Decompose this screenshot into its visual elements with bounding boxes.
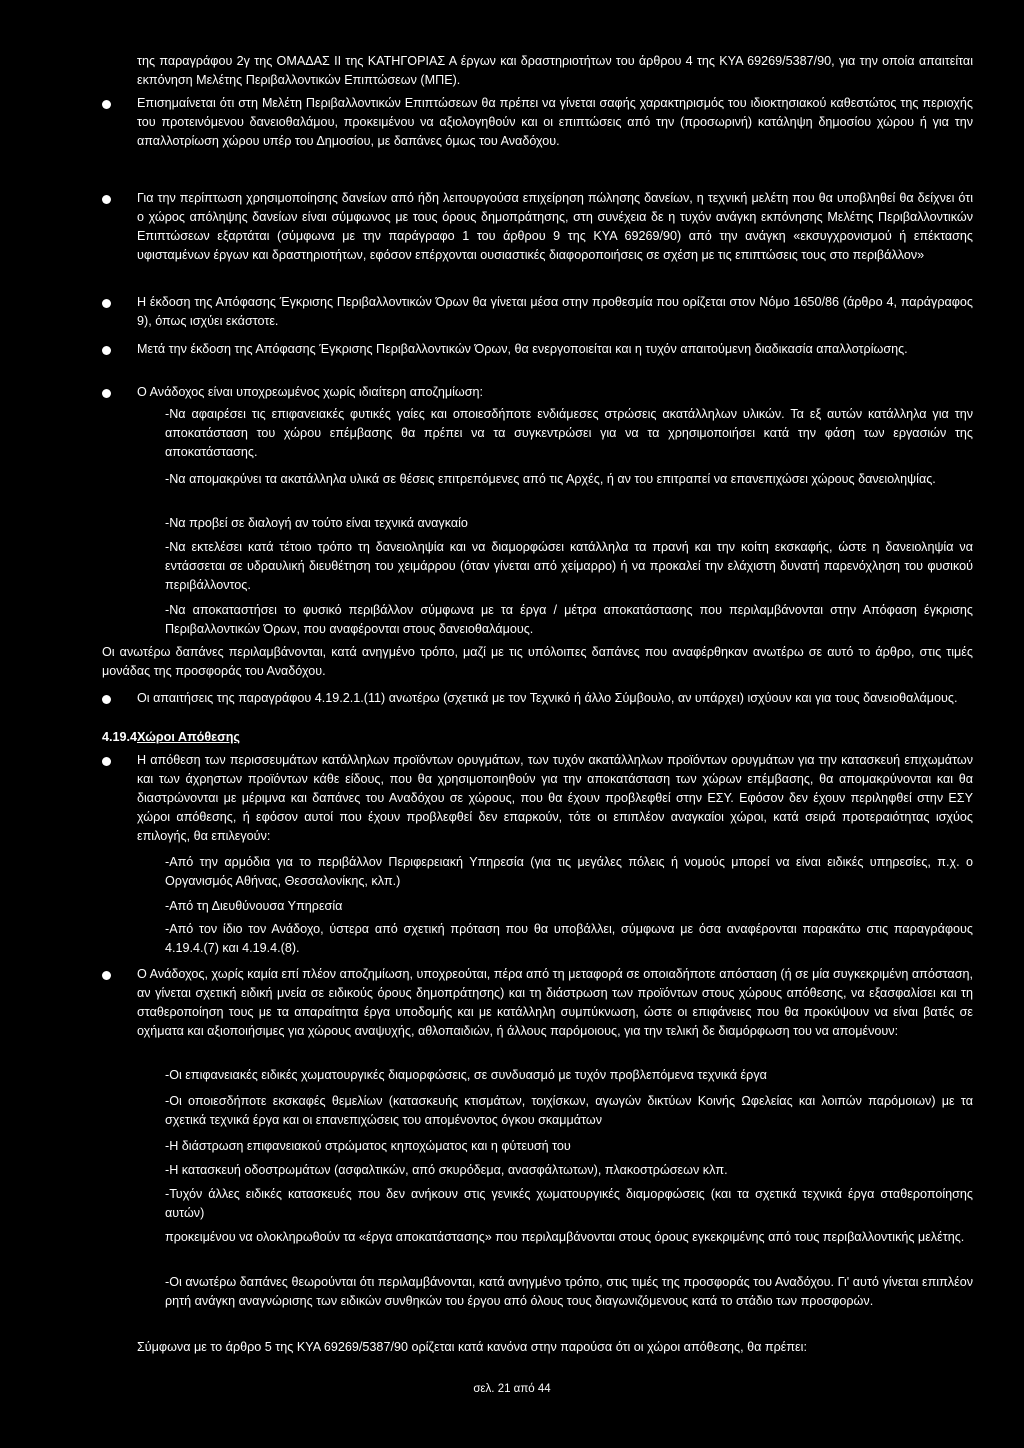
closing-paragraph: Σύμφωνα με το άρθρο 5 της ΚΥΑ 69269/5387/90 ορίζεται κατά κανόνα στην παρούσα ότι οι χώροι απόθεσης, θα πρέπει: [137,1340,807,1354]
sub-item: -Οι οποιεσδήποτε εκσκαφές θεμελίων (κατασκευής κτισμάτων, τοιχίσκων, αγωγών δικτύων Κοινής Ωφελείας και λοιπών παρόμοιων) με τα σχετικά τεχνικά έργα και οι επανεπιχώσεις του απομένοντος όγκου σκαμμάτων [165,1094,973,1127]
bullet-item: Οι απαιτήσεις της παραγράφου 4.19.2.1.(11) ανωτέρω (σχετικά με τον Τεχνικό ή άλλο Σύμβουλο, αν υπάρχει) ισχύουν και για τους δανειοθαλάμους. [137,691,958,705]
bullet-icon [102,757,111,766]
sub-item: -Οι ανωτέρω δαπάνες θεωρούνται ότι περιλαμβάνονται, κατά ανηγμένο τρόπο, στις τιμές της προσφοράς του Αναδόχου. Γι' αυτό γίνεται επιπλέον ρητή ανάγκη αναγνώρισης των ειδικών συνθηκών του έργου από όλους τους διαγωνιζόμενους κατά το στάδιο των προσφορών. [165,1275,973,1308]
bullet-item: Για την περίπτωση χρησιμοποίησης δανείων από ήδη λειτουργούσα επιχείρηση πώλησης δανείων, η τεχνική μελέτη που θα υποβληθεί θα δείχνει ότι ο χώρος απόληψης δανείων είναι σύμφωνος με τους όρους δημοπράτησης, στη συνέχεια δε η τυχόν ανάγκη εκπόνησης Μελέτης Περιβαλλοντικών Επιπτώσεων εξαρτάται (σύμφωνα με την παράγραφο 1 του άρθρου 9 της ΚΥΑ 69269/90) από την ανάγκη «εκσυγχρονισμού ή επέκτασης υφισταμένων έργων και δραστηριοτήτων, εφόσον επέρχονται ουσιαστικές διαφοροποιήσεις σε σχέση με τις επιπτώσεις τους στο περιβάλλον» [137,191,973,262]
sub-item: προκειμένου να ολοκληρωθούν τα «έργα αποκατάστασης» που περιλαμβάνονται στους όρους εγκεκριμένης από τους περιβαλλοντικής μελέτης. [165,1230,965,1244]
section-title: Χώροι Απόθεσης [137,730,240,744]
bullet-item: Ο Ανάδοχος είναι υποχρεωμένος χωρίς ιδιαίτερη αποζημίωση: [137,385,484,399]
sub-item: -Η κατασκευή οδοστρωμάτων (ασφαλτικών, από σκυρόδεμα, ανασφάλτωτων), πλακοστρώσεων κλπ. [165,1163,728,1177]
page-number: σελ. 21 από 44 [473,1383,551,1395]
bullet-item: Ο Ανάδοχος, χωρίς καμία επί πλέον αποζημίωση, υποχρεούται, πέρα από τη μεταφορά σε οποιαδήποτε απόσταση (ή σε μία συγκεκριμένη απόσταση, αν γίνεται σχετική ειδική μνεία σε ειδικούς όρους δημοπράτησης) και τη διάστρωση των προϊόντων στους χώρους απόθεσης, να εξασφαλίσει και τη σταθεροποίηση τους με τα απαραίτητα έργα υποδομής και με κατάλληλη συμπύκνωση, ώστε οι επιφάνειες που θα προκύψουν να είναι βατές σε οχήματα και αξιοποιήσιμες για χώρους αναψυχής, αθλοπαιδιών, ή άλλους παρόμοιους, για την τελική δε διαμόρφωση του να απομένουν: [137,967,973,1038]
bullet-icon [102,695,111,704]
bullet-icon [102,299,111,308]
costs-paragraph: Οι ανωτέρω δαπάνες περιλαμβάνονται, κατά ανηγμένο τρόπο, μαζί με τις υπόλοιπες δαπάνες που αναφέρθηκαν ανωτέρω σε αυτό το άρθρο, στις τιμές μονάδας της προσφοράς του Αναδόχου. [102,645,973,678]
bullet-icon [102,100,111,109]
bullet-icon [102,346,111,355]
sub-item: -Τυχόν άλλες ειδικές κατασκευές που δεν ανήκουν στις γενικές χωματουργικές διαμορφώσεις (και τα σχετικά τεχνικά έργα σταθεροποίησης αυτών) [165,1187,973,1220]
sub-item: -Από τον ίδιο τον Ανάδοχο, ύστερα από σχετική πρόταση που θα υποβάλλει, σύμφωνα με όσα αναφέρονται παρακάτω στις παραγράφους 4.19.4.(7) και 4.19.4.(8). [165,922,973,955]
sub-item: -Η διάστρωση επιφανειακού στρώματος κηποχώματος και η φύτευσή του [165,1139,571,1153]
bullet-item: Η απόθεση των περισσευμάτων κατάλληλων προϊόντων ορυγμάτων, των τυχόν ακατάλληλων προϊόντων ορυγμάτων για την κατασκευή επιχωμάτων και των άχρηστων προϊόντων κάθε είδους, που θα χρησιμοποιηθούν για την αποκατάσταση των χώρων επέμβασης, θα απομακρύνονται και θα διαστρώνονται με μέριμνα και δαπάνες του Αναδόχου σε χώρους, που θα έχουν προβλεφθεί στην ΕΣΥ. Εφόσον δεν έχουν περιληφθεί στην ΕΣΥ χώροι απόθεσης, ή εφόσον αυτοί που έχουν προβλεφθεί δεν επαρκούν, τότε οι επιπλέον αναγκαίοι χώροι, κατά σειρά προτεραιότητας ισχύος επιλογής, θα επιλεγούν: [137,753,973,843]
sub-item: -Από τη Διευθύνουσα Υπηρεσία [165,899,343,913]
bullet-item: Μετά την έκδοση της Απόφασης Έγκρισης Περιβαλλοντικών Όρων, θα ενεργοποιείται και η τυχόν απαιτούμενη διαδικασία απαλλοτρίωσης. [137,342,908,356]
bullet-item: Η έκδοση της Απόφασης Έγκρισης Περιβαλλοντικών Όρων θα γίνεται μέσα στην προθεσμία που ορίζεται στον Νόμο 1650/86 (άρθρο 4, παράγραφος 9), όπως ισχύει εκάστοτε. [137,295,973,328]
sub-item: -Οι επιφανειακές ειδικές χωματουργικές διαμορφώσεις, σε συνδυασμό με τυχόν προβλεπόμενα τεχνικά έργα [165,1068,767,1082]
bullet-icon [102,971,111,980]
sub-item: -Να εκτελέσει κατά τέτοιο τρόπο τη δανειοληψία και να διαμορφώσει κατάλληλα τα πρανή και την κοίτη εκσκαφής, ώστε η δανειοληψία να εντάσσεται σε υδραυλική διευθέτηση του χειμάρρου (όταν γίνεται από χείμαρρο) ή να προκαλεί την ελάχιστη δυνατή παρενόχληση του φυσικού περιβάλλοντος. [165,540,973,592]
sub-item: -Να απομακρύνει τα ακατάλληλα υλικά σε θέσεις επιτρεπόμενες από τις Αρχές, ή αν του επιτραπεί να επανεπιχώσει χώρους δανειοληψίας. [165,472,936,486]
bullet-icon [102,389,111,398]
sub-item: -Να προβεί σε διαλογή αν τούτο είναι τεχνικά αναγκαίο [165,516,468,530]
sub-item: -Από την αρμόδια για το περιβάλλον Περιφερειακή Υπηρεσία (για τις μεγάλες πόλεις ή νομούς μπορεί να είναι ειδικές υπηρεσίες, π.χ. ο Οργανισμός Αθήνας, Θεσσαλονίκης, κλπ.) [165,855,973,888]
section-number: 4.19.4 [102,730,138,744]
sub-item: -Να αφαιρέσει τις επιφανειακές φυτικές γαίες και οποιεσδήποτε ενδιάμεσες στρώσεις ακατάλληλων υλικών. Τα εξ αυτών κατάλληλα για την αποκατάσταση του χώρου επέμβασης θα πρέπει να τα συγκεντρώσει για να τα χρησιμοποιήσει κατά την φάση των εργασιών της αποκατάστασης. [165,407,973,459]
bullet-item: Επισημαίνεται ότι στη Μελέτη Περιβαλλοντικών Επιπτώσεων θα πρέπει να γίνεται σαφής χαρακτηρισμός του ιδιοκτησιακού καθεστώτος της περιοχής του προτεινόμενου δανειοθαλάμου, προκειμένου να αξιολογηθούν και οι επιπτώσεις από την (προσωρινή) κατάληψη δημοσίου χώρου ή για την απαλλοτρίωση χώρου υπέρ του Δημοσίου, με δαπάνες όμως του Αναδόχου. [137,96,973,148]
intro-paragraph: της παραγράφου 2γ της ΟΜΑΔΑΣ ΙΙ της ΚΑΤΗΓΟΡΙΑΣ Α έργων και δραστηριοτήτων του άρθρου 4 της ΚΥΑ 69269/5387/90, για την οποία απαιτείται εκπόνηση Μελέτης Περιβαλλοντικών Επιπτώσεων (ΜΠΕ). [137,54,973,87]
sub-item: -Να αποκαταστήσει το φυσικό περιβάλλον σύμφωνα με τα έργα / μέτρα αποκατάστασης που περιλαμβάνονται στην Απόφαση έγκρισης Περιβαλλοντικών Όρων, που αναφέρονται στους δανειοθαλάμους. [165,603,973,636]
bullet-icon [102,195,111,204]
